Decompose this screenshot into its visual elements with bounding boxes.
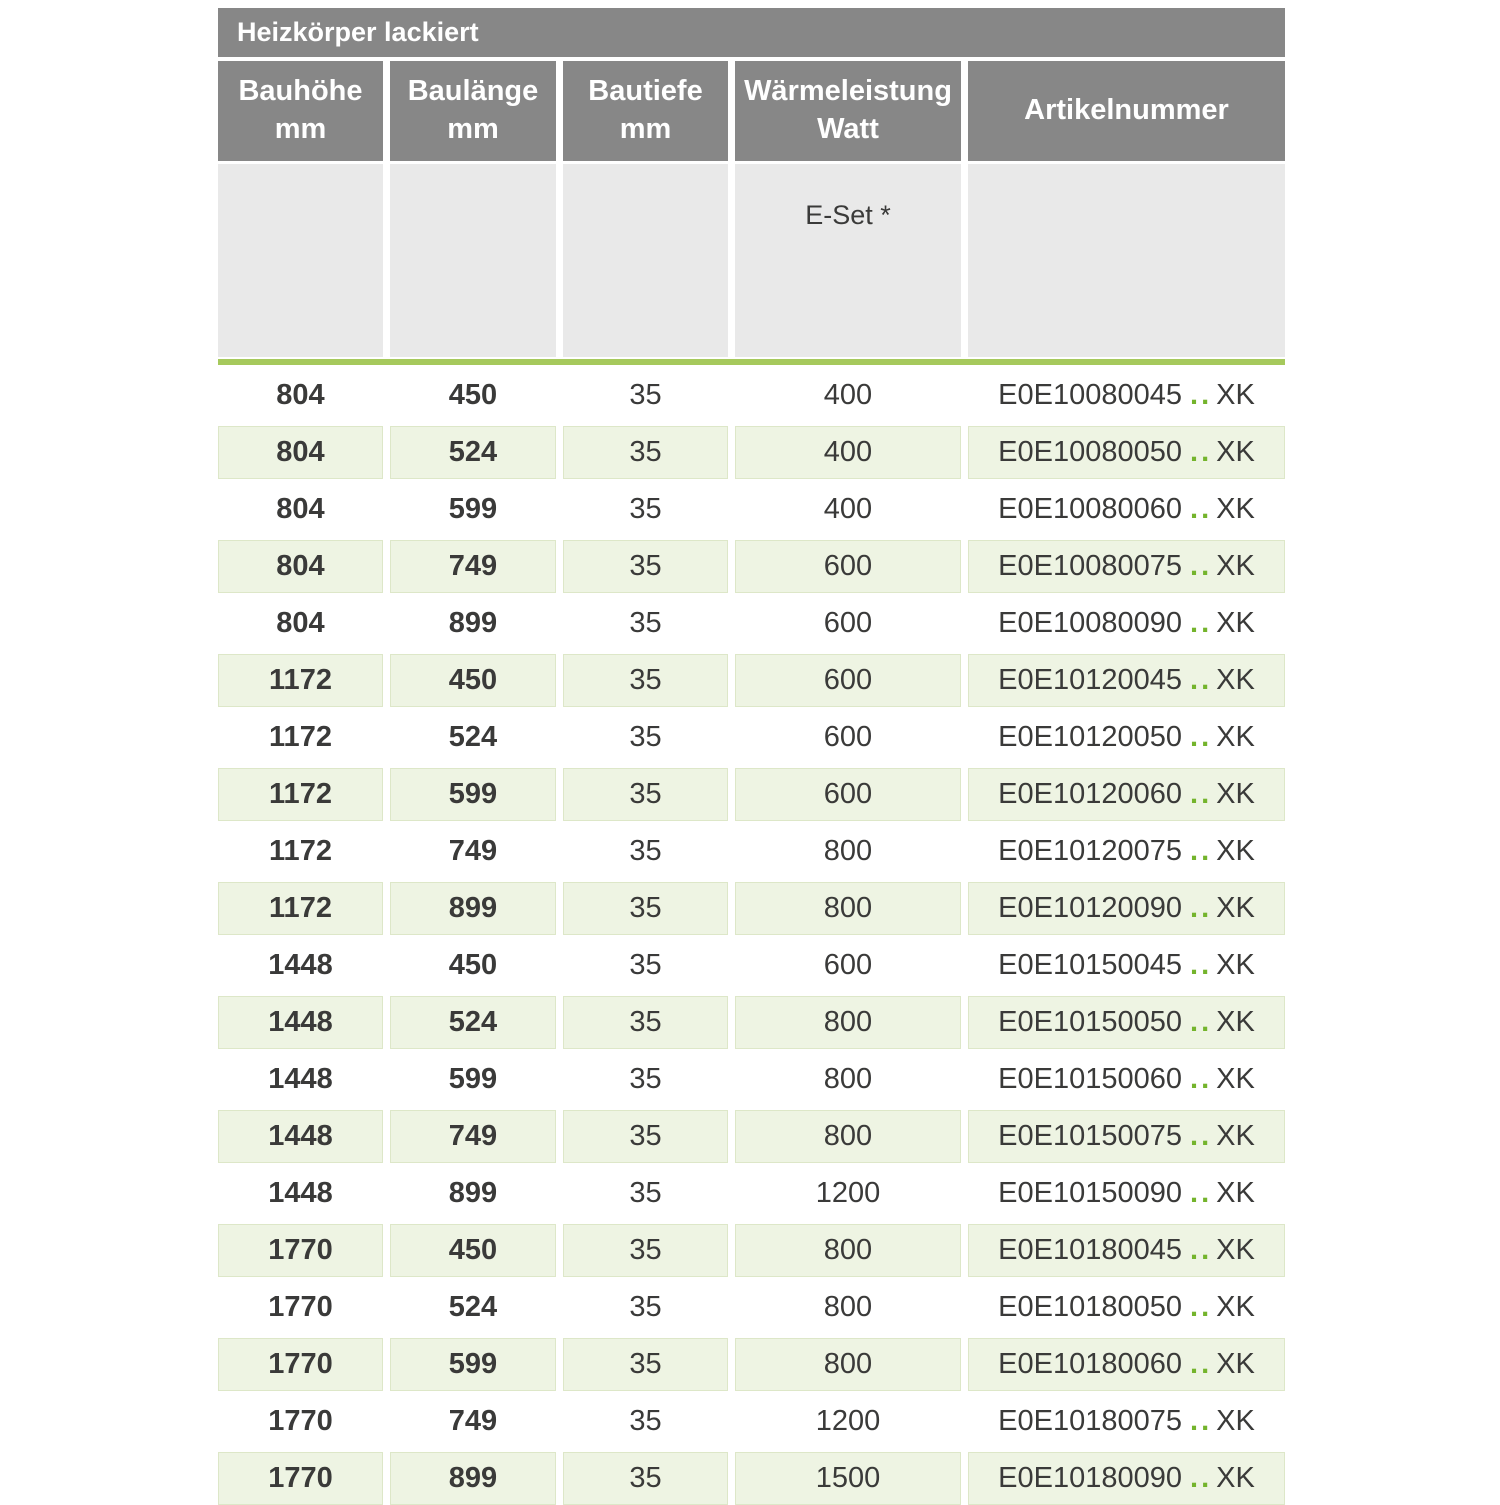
table-row bbox=[218, 1338, 1285, 1391]
cell-bauhoehe: 1448 bbox=[218, 1167, 383, 1220]
cell-waermeleistung: 1500 bbox=[735, 1452, 961, 1505]
table-row bbox=[218, 654, 1285, 707]
cell-artikelnummer bbox=[968, 1167, 1285, 1220]
artikel-dots: .. bbox=[1190, 1120, 1213, 1152]
cell-artikelnummer bbox=[968, 483, 1285, 536]
artikel-suffix: XK bbox=[1216, 1405, 1255, 1437]
cell-bauhoehe: 804 bbox=[218, 426, 383, 479]
cell-baulaenge: 599 bbox=[390, 483, 556, 536]
artikel-dots: .. bbox=[1190, 721, 1213, 753]
artikel-dots: .. bbox=[1190, 892, 1213, 924]
table-row bbox=[218, 1110, 1285, 1163]
cell-artikelnummer bbox=[968, 1395, 1285, 1448]
subheader-cell-bauhoehe bbox=[218, 164, 383, 357]
cell-waermeleistung: 1200 bbox=[735, 1167, 961, 1220]
artikel-prefix: E0E10180050 bbox=[998, 1291, 1183, 1323]
artikel-prefix: E0E10120045 bbox=[998, 664, 1183, 696]
cell-waermeleistung: 600 bbox=[735, 768, 961, 821]
cell-waermeleistung: 800 bbox=[735, 825, 961, 878]
cell-bauhoehe: 1770 bbox=[218, 1281, 383, 1334]
cell-bauhoehe: 1172 bbox=[218, 711, 383, 764]
header-line1: Wärmeleistung bbox=[744, 75, 952, 108]
table-row bbox=[218, 711, 1285, 764]
artikel-prefix: E0E10080050 bbox=[998, 436, 1183, 468]
cell-waermeleistung: 600 bbox=[735, 654, 961, 707]
cell-waermeleistung: 800 bbox=[735, 882, 961, 935]
cell-artikelnummer bbox=[968, 825, 1285, 878]
artikel-prefix: E0E10150060 bbox=[998, 1063, 1183, 1095]
artikel-dots: .. bbox=[1190, 1177, 1213, 1209]
cell-bauhoehe: 1770 bbox=[218, 1338, 383, 1391]
cell-baulaenge: 749 bbox=[390, 825, 556, 878]
cell-bautiefe: 35 bbox=[563, 597, 728, 650]
subheader-cell-baulaenge bbox=[390, 164, 556, 357]
cell-artikelnummer bbox=[968, 939, 1285, 992]
artikel-suffix: XK bbox=[1216, 379, 1255, 411]
cell-baulaenge: 524 bbox=[390, 711, 556, 764]
cell-baulaenge: 749 bbox=[390, 1395, 556, 1448]
table-subheader-row bbox=[218, 164, 1285, 357]
cell-bauhoehe: 1448 bbox=[218, 1110, 383, 1163]
table-title-bar bbox=[218, 8, 1285, 57]
cell-bautiefe: 35 bbox=[563, 654, 728, 707]
header-line1: Bautiefe bbox=[588, 75, 703, 108]
artikel-dots: .. bbox=[1190, 493, 1213, 525]
subheader-cell-artikelnummer bbox=[968, 164, 1285, 357]
cell-artikelnummer bbox=[968, 369, 1285, 422]
cell-baulaenge: 599 bbox=[390, 768, 556, 821]
cell-baulaenge: 524 bbox=[390, 426, 556, 479]
cell-bauhoehe: 1770 bbox=[218, 1224, 383, 1277]
cell-waermeleistung: 600 bbox=[735, 939, 961, 992]
header-line2: mm bbox=[447, 113, 499, 145]
table-row bbox=[218, 1281, 1285, 1334]
cell-artikelnummer bbox=[968, 597, 1285, 650]
cell-artikelnummer bbox=[968, 1281, 1285, 1334]
table-row bbox=[218, 483, 1285, 536]
artikel-suffix: XK bbox=[1216, 1177, 1255, 1209]
cell-waermeleistung: 600 bbox=[735, 597, 961, 650]
cell-artikelnummer bbox=[968, 882, 1285, 935]
cell-waermeleistung: 400 bbox=[735, 369, 961, 422]
artikel-suffix: XK bbox=[1216, 664, 1255, 696]
artikel-dots: .. bbox=[1190, 949, 1213, 981]
cell-bautiefe: 35 bbox=[563, 1110, 728, 1163]
cell-baulaenge: 599 bbox=[390, 1338, 556, 1391]
cell-bauhoehe: 1448 bbox=[218, 996, 383, 1049]
cell-baulaenge: 899 bbox=[390, 1167, 556, 1220]
cell-artikelnummer bbox=[968, 1338, 1285, 1391]
header-baulaenge bbox=[390, 61, 556, 161]
artikel-suffix: XK bbox=[1216, 1291, 1255, 1323]
artikel-prefix: E0E10150050 bbox=[998, 1006, 1183, 1038]
artikel-suffix: XK bbox=[1216, 1120, 1255, 1152]
cell-waermeleistung: 400 bbox=[735, 483, 961, 536]
artikel-prefix: E0E10150045 bbox=[998, 949, 1183, 981]
artikel-dots: .. bbox=[1190, 1234, 1213, 1266]
cell-waermeleistung: 600 bbox=[735, 711, 961, 764]
cell-baulaenge: 899 bbox=[390, 1452, 556, 1505]
artikel-suffix: XK bbox=[1216, 892, 1255, 924]
cell-artikelnummer bbox=[968, 996, 1285, 1049]
artikel-suffix: XK bbox=[1216, 1348, 1255, 1380]
cell-bautiefe: 35 bbox=[563, 1395, 728, 1448]
cell-waermeleistung: 800 bbox=[735, 1224, 961, 1277]
artikel-suffix: XK bbox=[1216, 1063, 1255, 1095]
artikel-prefix: E0E10180090 bbox=[998, 1462, 1183, 1494]
artikel-suffix: XK bbox=[1216, 493, 1255, 525]
table-row bbox=[218, 426, 1285, 479]
cell-baulaenge: 749 bbox=[390, 540, 556, 593]
cell-bauhoehe: 1172 bbox=[218, 825, 383, 878]
artikel-prefix: E0E10080090 bbox=[998, 607, 1183, 639]
cell-bautiefe: 35 bbox=[563, 483, 728, 536]
cell-bauhoehe: 1770 bbox=[218, 1395, 383, 1448]
table-row bbox=[218, 1395, 1285, 1448]
cell-artikelnummer bbox=[968, 768, 1285, 821]
artikel-prefix: E0E10080075 bbox=[998, 550, 1183, 582]
table-header-row bbox=[218, 61, 1285, 161]
header-line2: mm bbox=[619, 113, 672, 145]
artikel-dots: .. bbox=[1190, 379, 1213, 411]
artikel-dots: .. bbox=[1190, 550, 1213, 582]
cell-artikelnummer bbox=[968, 1224, 1285, 1277]
cell-artikelnummer bbox=[968, 711, 1285, 764]
cell-bautiefe: 35 bbox=[563, 825, 728, 878]
cell-bautiefe: 35 bbox=[563, 1224, 728, 1277]
cell-baulaenge: 450 bbox=[390, 939, 556, 992]
artikel-dots: .. bbox=[1190, 1291, 1213, 1323]
artikel-prefix: E0E10120090 bbox=[998, 892, 1183, 924]
cell-bauhoehe: 1172 bbox=[218, 768, 383, 821]
table-row bbox=[218, 825, 1285, 878]
cell-waermeleistung: 600 bbox=[735, 540, 961, 593]
green-divider bbox=[218, 359, 1285, 365]
table-title: Heizkörper lackiert bbox=[237, 17, 479, 47]
artikel-suffix: XK bbox=[1216, 436, 1255, 468]
artikel-suffix: XK bbox=[1216, 835, 1255, 867]
header-line1: Artikelnummer bbox=[1024, 94, 1229, 127]
artikel-dots: .. bbox=[1190, 835, 1213, 867]
cell-waermeleistung: 400 bbox=[735, 426, 961, 479]
cell-bauhoehe: 1448 bbox=[218, 939, 383, 992]
artikel-suffix: XK bbox=[1216, 721, 1255, 753]
cell-bauhoehe: 804 bbox=[218, 597, 383, 650]
table-row bbox=[218, 882, 1285, 935]
cell-bautiefe: 35 bbox=[563, 369, 728, 422]
artikel-suffix: XK bbox=[1216, 1462, 1255, 1494]
table-body bbox=[218, 369, 1285, 1505]
eset-label: E-Set * bbox=[805, 200, 891, 230]
artikel-prefix: E0E10120060 bbox=[998, 778, 1183, 810]
cell-baulaenge: 899 bbox=[390, 882, 556, 935]
artikel-suffix: XK bbox=[1216, 1006, 1255, 1038]
cell-baulaenge: 450 bbox=[390, 369, 556, 422]
artikel-suffix: XK bbox=[1216, 607, 1255, 639]
artikel-prefix: E0E10180045 bbox=[998, 1234, 1183, 1266]
artikel-prefix: E0E10180060 bbox=[998, 1348, 1183, 1380]
artikel-suffix: XK bbox=[1216, 949, 1255, 981]
artikel-prefix: E0E10080045 bbox=[998, 379, 1183, 411]
header-line1: Bauhöhe bbox=[238, 75, 363, 108]
cell-waermeleistung: 1200 bbox=[735, 1395, 961, 1448]
cell-baulaenge: 599 bbox=[390, 1053, 556, 1106]
artikel-prefix: E0E10120050 bbox=[998, 721, 1183, 753]
header-line2: mm bbox=[274, 113, 327, 145]
cell-artikelnummer bbox=[968, 426, 1285, 479]
artikel-dots: .. bbox=[1190, 1063, 1213, 1095]
cell-baulaenge: 450 bbox=[390, 654, 556, 707]
table-row bbox=[218, 996, 1285, 1049]
cell-artikelnummer bbox=[968, 1053, 1285, 1106]
cell-waermeleistung: 800 bbox=[735, 1281, 961, 1334]
cell-bauhoehe: 804 bbox=[218, 540, 383, 593]
cell-bautiefe: 35 bbox=[563, 426, 728, 479]
header-waermeleistung bbox=[735, 61, 961, 161]
cell-waermeleistung: 800 bbox=[735, 1338, 961, 1391]
cell-bautiefe: 35 bbox=[563, 1167, 728, 1220]
artikel-prefix: E0E10120075 bbox=[998, 835, 1183, 867]
cell-bautiefe: 35 bbox=[563, 1053, 728, 1106]
artikel-suffix: XK bbox=[1216, 778, 1255, 810]
cell-artikelnummer bbox=[968, 1452, 1285, 1505]
subheader-cell-eset bbox=[735, 164, 961, 357]
header-bautiefe bbox=[563, 61, 728, 161]
cell-bauhoehe: 804 bbox=[218, 483, 383, 536]
cell-artikelnummer bbox=[968, 1110, 1285, 1163]
cell-artikelnummer bbox=[968, 540, 1285, 593]
artikel-dots: .. bbox=[1190, 607, 1213, 639]
cell-waermeleistung: 800 bbox=[735, 1110, 961, 1163]
artikel-prefix: E0E10150090 bbox=[998, 1177, 1183, 1209]
table-row bbox=[218, 1053, 1285, 1106]
table-row bbox=[218, 1167, 1285, 1220]
cell-bauhoehe: 1172 bbox=[218, 882, 383, 935]
cell-waermeleistung: 800 bbox=[735, 996, 961, 1049]
artikel-suffix: XK bbox=[1216, 550, 1255, 582]
cell-bautiefe: 35 bbox=[563, 939, 728, 992]
header-line1: Baulänge bbox=[407, 75, 539, 108]
cell-baulaenge: 749 bbox=[390, 1110, 556, 1163]
table-row bbox=[218, 369, 1285, 422]
cell-baulaenge: 524 bbox=[390, 1281, 556, 1334]
header-artikelnummer bbox=[968, 61, 1285, 161]
table-row bbox=[218, 597, 1285, 650]
cell-bautiefe: 35 bbox=[563, 1452, 728, 1505]
cell-bauhoehe: 1172 bbox=[218, 654, 383, 707]
header-line2: Watt bbox=[817, 113, 879, 145]
artikel-dots: .. bbox=[1190, 664, 1213, 696]
cell-bautiefe: 35 bbox=[563, 1281, 728, 1334]
artikel-prefix: E0E10180075 bbox=[998, 1405, 1183, 1437]
table-row bbox=[218, 540, 1285, 593]
artikel-dots: .. bbox=[1190, 436, 1213, 468]
table-row bbox=[218, 1452, 1285, 1505]
artikel-prefix: E0E10080060 bbox=[998, 493, 1183, 525]
header-bauhoehe bbox=[218, 61, 383, 161]
table-row bbox=[218, 768, 1285, 821]
cell-bauhoehe: 1448 bbox=[218, 1053, 383, 1106]
table-row bbox=[218, 939, 1285, 992]
artikel-dots: .. bbox=[1190, 1348, 1213, 1380]
cell-bautiefe: 35 bbox=[563, 882, 728, 935]
cell-bauhoehe: 804 bbox=[218, 369, 383, 422]
cell-artikelnummer bbox=[968, 654, 1285, 707]
subheader-cell-bautiefe bbox=[563, 164, 728, 357]
cell-waermeleistung: 800 bbox=[735, 1053, 961, 1106]
artikel-dots: .. bbox=[1190, 778, 1213, 810]
cell-bautiefe: 35 bbox=[563, 1338, 728, 1391]
cell-bautiefe: 35 bbox=[563, 711, 728, 764]
artikel-suffix: XK bbox=[1216, 1234, 1255, 1266]
cell-baulaenge: 524 bbox=[390, 996, 556, 1049]
cell-baulaenge: 899 bbox=[390, 597, 556, 650]
radiator-spec-table bbox=[218, 8, 1285, 1505]
artikel-dots: .. bbox=[1190, 1405, 1213, 1437]
artikel-dots: .. bbox=[1190, 1006, 1213, 1038]
cell-bauhoehe: 1770 bbox=[218, 1452, 383, 1505]
artikel-prefix: E0E10150075 bbox=[998, 1120, 1183, 1152]
artikel-dots: .. bbox=[1190, 1462, 1213, 1494]
cell-bautiefe: 35 bbox=[563, 540, 728, 593]
cell-baulaenge: 450 bbox=[390, 1224, 556, 1277]
cell-bautiefe: 35 bbox=[563, 996, 728, 1049]
table-row bbox=[218, 1224, 1285, 1277]
cell-bautiefe: 35 bbox=[563, 768, 728, 821]
